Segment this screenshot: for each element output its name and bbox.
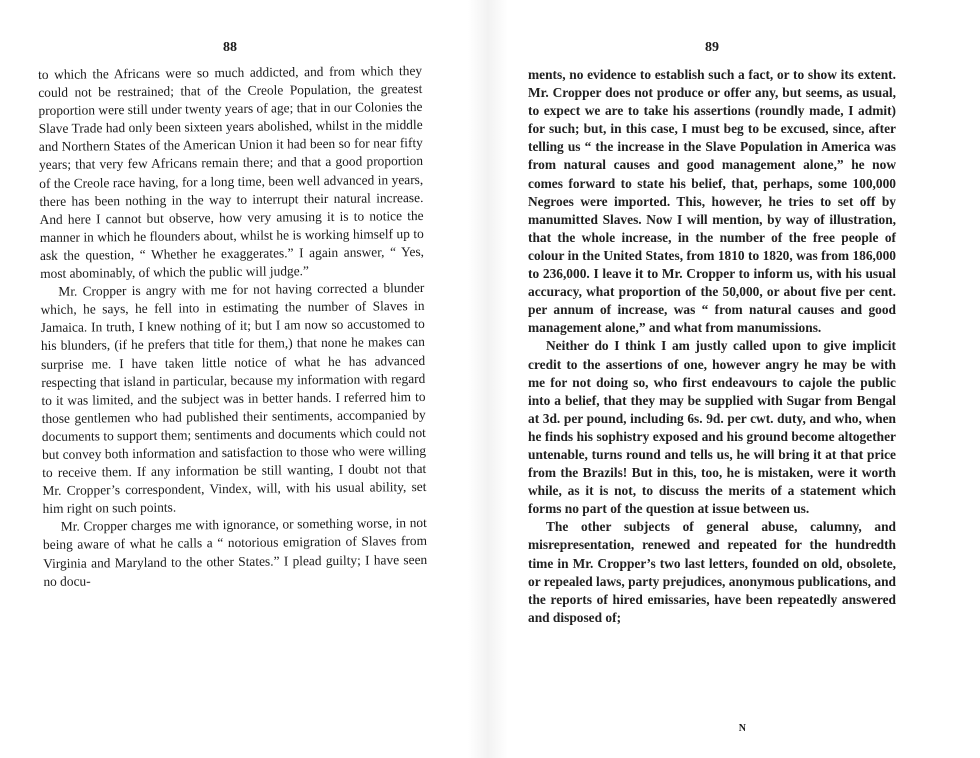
paragraph: The other subjects of general abuse, calumny, and misrepresentation, renewed and repeated for the hundredth time in Mr. Cropper’s two last letters, founded on old, obsolete, or repealed laws, party prejudices, anonymous publications, and the reports of hired emissaries, have been repeatedly answered and disposed of; (528, 519, 896, 625)
paragraph: ments, no evidence to establish such a fact, or to show its extent. Mr. Cropper does not produce or offer any, but seems, as usual, to expect we are to take his assertions (roundly made, I admit) for such; but, in this case, I must beg to be excused, since, after telling us “ the increase in the Slave Population in America was from natural causes and good management alone,” he now comes forward to state his belief, that, perhaps, some 100,000 Negroes were imported. This, however, he tries to set off by manumitted Slaves. Now I will mention, by way of illustration, that the whole increase, in the number of the free people of colour in the United States, from 1810 to 1820, was from 186,000 to 236,000. I leave it to Mr. Cropper to inform us, with his usual accuracy, what proportion of the 50,000, or about five per cent. per annum of increase, was “ from natural causes and good management alone,” and what from manumissions. (528, 67, 896, 336)
paragraph: Neither do I think I am justly called upon to give implicit credit to the assertions of one, however angry he may be with me for not doing so, who first endeavours to cajole the public into a belief, that they may be supplied with Sugar from Bengal at 3d. per pound, including 6s. 9d. per cwt. duty, and who, when he finds his sophistry exposed and his ground become altogether untenable, turns round and tells us, he will bring it at that price from the Brazils! But in this, too, he is mistaken, were it worth while, as it is not, to discuss the merits of a statement which forms no part of the question at issue between us. (528, 338, 896, 517)
paragraph: Mr. Cropper charges me with ignorance, or something worse, in not being aware of what he calls a “ notorious emigration of Slaves from Virginia and Maryland to the other States.” I plead guilty; I have seen no docu- (42, 515, 428, 589)
paragraph: Mr. Cropper is angry with me for not having corrected a blunder which, he says, he fell into in estimating the number of Slaves in Jamaica. In truth, I knew nothing of it; but I am now so accustomed to his blunders, (if he prefers that title for them,) that none he makes can surprise me. I have taken little notice of what he has advanced respecting that island in particular, because my information with regard to it was limited, and the subject was in better hands. I referred him to those gentlemen who had published their sentiments, accompanied by documents to support them; sentiments and documents which could not but convey both information and satisfaction to those who were willing to receive them. If any information be still wanting, I doubt not that Mr. Cropper’s correspondent, Vindex, will, with his usual ability, set him right on such points. (40, 280, 427, 517)
signature-mark: N (738, 723, 746, 734)
page-number-left: 88 (223, 40, 237, 55)
right-page-text (528, 66, 896, 627)
right-page (528, 0, 896, 758)
paragraph: to which the Africans were so much addicted, and from which they could not be restrained; that of the Creole Population, the greatest proportion were still under twenty years of age; that in our Colonies the Slave Trade had only been sixteen years abolished, whilst in the middle and Northern States of the American Union it had been so for near fifty years; that very few Africans remain there; and that a good proportion of the Creole race having, for a long time, been well advanced in years, there has been nothing in the way to interrupt their natural increase. And here I cannot but observe, how very amusing it is to notice the manner in which he flounders about, whilst he is working himself up to ask the question, “ Whether he exaggerates.” I again answer, “ Yes, most abominably, of which the public will judge.” (38, 62, 425, 282)
book-gutter (468, 0, 508, 758)
page-number-right: 89 (705, 40, 719, 55)
left-page (38, 0, 428, 758)
left-page-text (38, 62, 427, 591)
